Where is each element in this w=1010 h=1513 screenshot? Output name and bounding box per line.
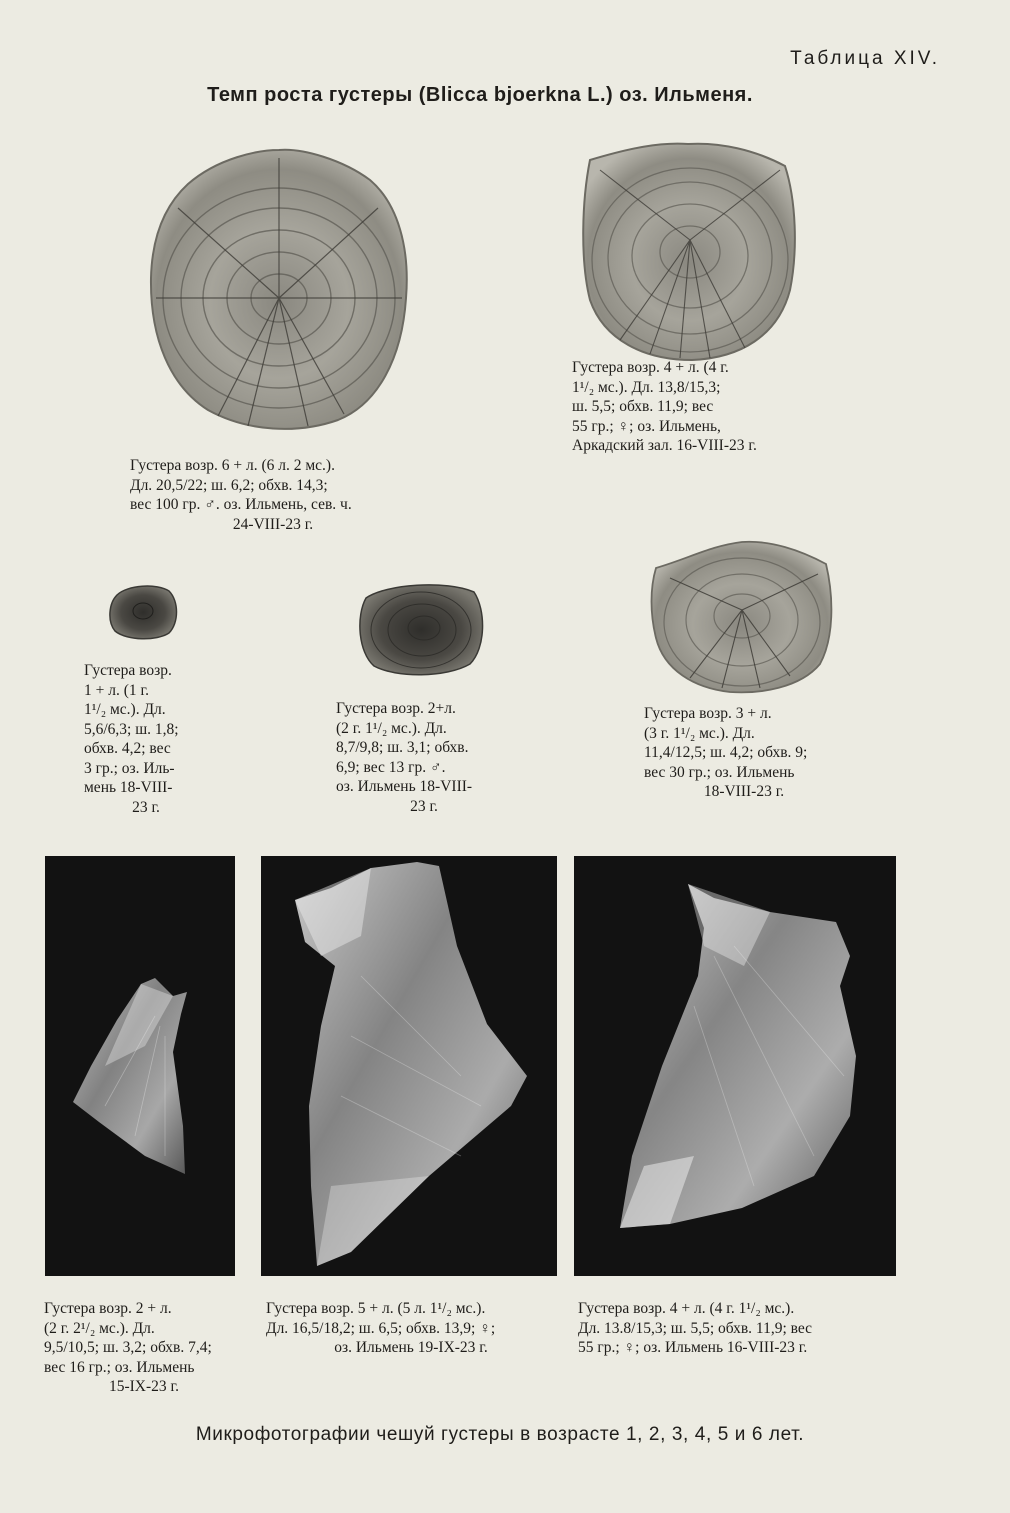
- caption-line: 11,4/12,5; ш. 4,2; обхв. 9;: [644, 744, 808, 761]
- caption-line: Густера возр. 4 + л. (4 г. 1¹/₂ мс.).: [578, 1300, 795, 1317]
- caption-line: 15-IX-23 г.: [108, 1378, 180, 1395]
- caption-line: 23 г.: [410, 797, 438, 815]
- plate-title: Темп роста густеры (Blicca bjoerkna L.) оз. Ильменя.: [207, 84, 753, 106]
- plate-number: Таблица XIV.: [790, 48, 940, 69]
- caption-line: 9,5/10,5; ш. 3,2; обхв. 7,4;: [44, 1339, 212, 1356]
- caption-line: Густера возр. 2 + л.: [44, 1300, 172, 1317]
- caption-line: 1 + л. (1 г.: [84, 681, 149, 699]
- caption-line: ш. 5,5; обхв. 11,9; вес: [572, 398, 714, 415]
- caption-line: 24-VIII-23 г.: [232, 515, 314, 533]
- caption-line: Густера возр. 4 + л. (4 г.: [572, 359, 729, 376]
- caption-line: Густера возр.: [84, 662, 172, 679]
- microphoto-2: [261, 856, 557, 1276]
- caption-line: 55 гр.; ♀; оз. Ильмень 16-VIII-23 г.: [578, 1339, 808, 1356]
- caption-line: вес 100 гр. ♂. оз. Ильмень, сев. ч.: [130, 496, 352, 513]
- caption-line: 55 гр.; ♀; оз. Ильмень,: [572, 417, 721, 435]
- caption-age1: [84, 661, 208, 817]
- caption-line: вес 16 гр.; оз. Ильмень: [44, 1358, 195, 1376]
- caption-line: Густера возр. 3 + л.: [644, 705, 772, 722]
- scale-image-age2: [356, 580, 486, 678]
- caption-line: оз. Ильмень 19-IX-23 г.: [334, 1339, 488, 1356]
- caption-line: 23 г.: [132, 798, 160, 816]
- caption-line: (3 г. 1¹/₂ мс.). Дл.: [644, 724, 755, 742]
- caption-line: 1¹/₂ мс.). Дл. 13,8/15,3;: [572, 378, 721, 396]
- caption-age3: [644, 704, 844, 802]
- caption-line: Дл. 13.8/15,3; ш. 5,5; обхв. 11,9; вес: [578, 1319, 813, 1337]
- caption-line: 3 гр.; оз. Иль-: [84, 759, 175, 777]
- caption-photo2: [266, 1299, 556, 1358]
- caption-age2: [336, 699, 512, 816]
- microphoto-1: [45, 856, 235, 1276]
- caption-photo1: [44, 1299, 244, 1397]
- caption-line: (2 г. 1¹/₂ мс.). Дл.: [336, 719, 447, 737]
- caption-line: Дл. 20,5/22; ш. 6,2; обхв. 14,3;: [130, 476, 328, 494]
- caption-photo3: [578, 1299, 890, 1358]
- caption-line: вес 30 гр.; оз. Ильмень: [644, 763, 795, 781]
- caption-line: обхв. 4,2; вес: [84, 740, 171, 757]
- caption-line: Густера возр. 2+л.: [336, 700, 456, 717]
- caption-line: Аркадский зал. 16-VIII-23 г.: [572, 437, 757, 454]
- caption-line: Густера возр. 5 + л. (5 л. 1¹/₂ мс.).: [266, 1300, 486, 1317]
- caption-line: 8,7/9,8; ш. 3,1; обхв.: [336, 739, 469, 756]
- plate-footer-caption: Микрофотографии чешуй густеры в возрасте 1, 2, 3, 4, 5 и 6 лет.: [195, 1424, 805, 1445]
- microphoto-3: [574, 856, 896, 1276]
- caption-line: оз. Ильмень 18-VIII-: [336, 778, 473, 795]
- scale-image-age4: [580, 140, 798, 362]
- caption-line: 18-VIII-23 г.: [703, 783, 785, 800]
- caption-line: Дл. 16,5/18,2; ш. 6,5; обхв. 13,9; ♀;: [266, 1319, 496, 1337]
- caption-line: 6,9; вес 13 гр. ♂.: [336, 758, 446, 776]
- caption-line: 5,6/6,3; ш. 1,8;: [84, 720, 179, 738]
- caption-line: 1¹/₂ мс.). Дл.: [84, 701, 166, 718]
- scale-image-age3: [650, 538, 834, 694]
- caption-line: (2 г. 2¹/₂ мс.). Дл.: [44, 1319, 155, 1337]
- caption-age6: [130, 456, 416, 534]
- scale-image-age6: [148, 148, 410, 430]
- caption-age4: [572, 358, 798, 456]
- scale-image-age1: [107, 583, 179, 641]
- caption-line: Густера возр. 6 + л. (6 л. 2 мс.).: [130, 457, 335, 474]
- caption-line: мень 18-VIII-: [84, 779, 173, 796]
